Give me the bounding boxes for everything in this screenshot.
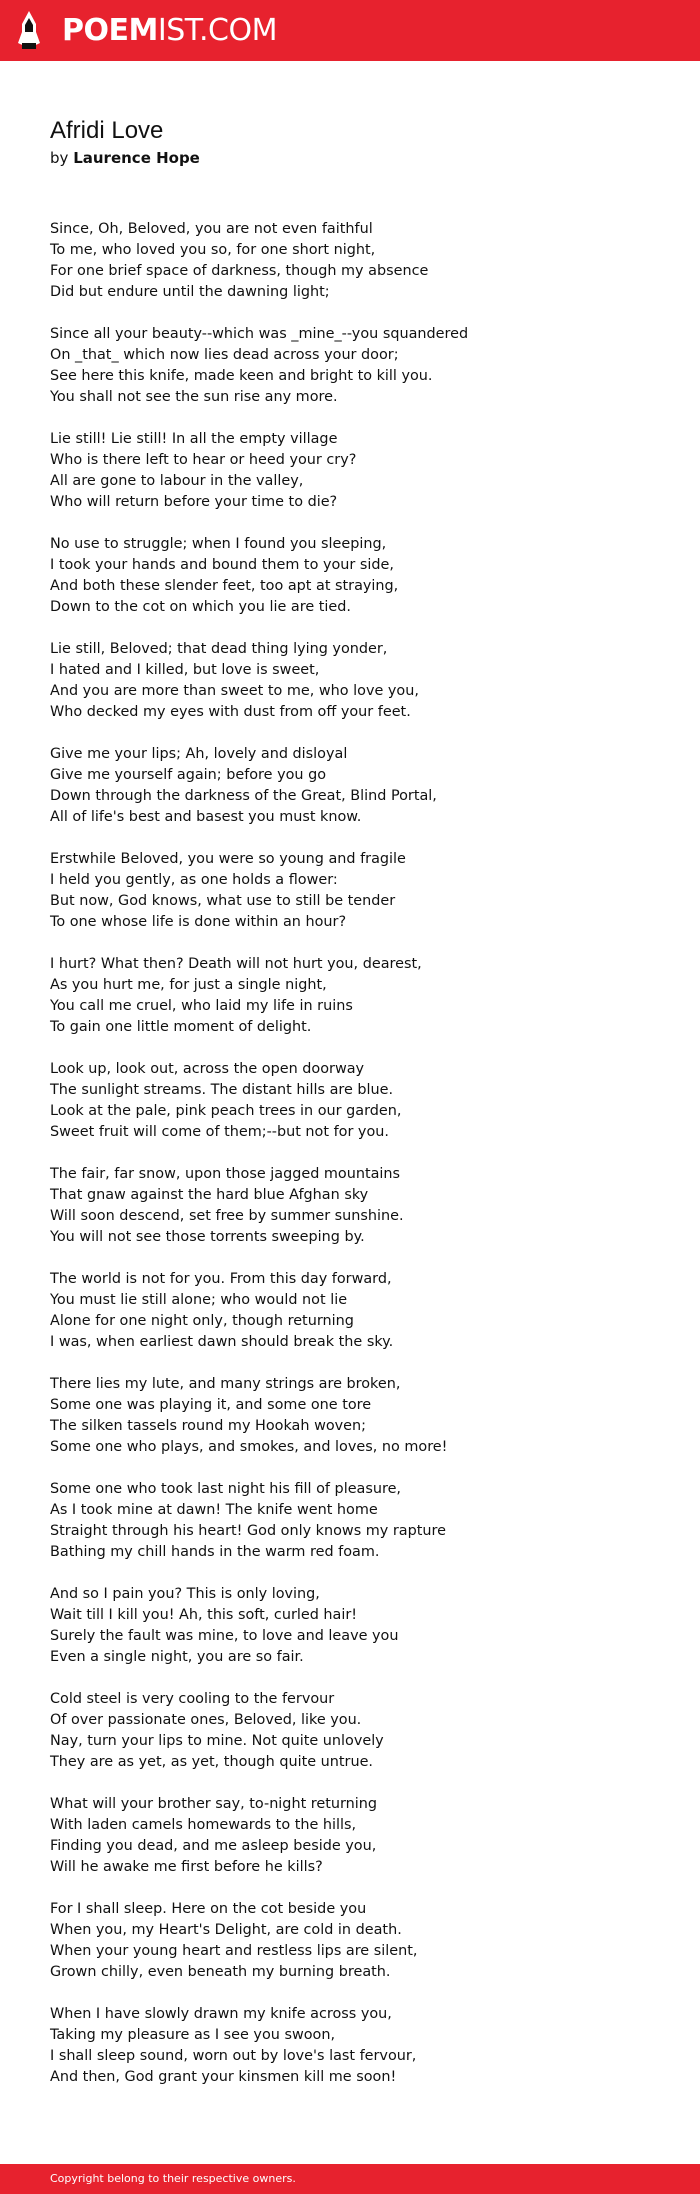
copyright-notice: Copyright belong to their respective owners.	[50, 2172, 296, 2185]
poem-line: You call me cruel, who laid my life in ruins	[50, 998, 353, 1014]
poem-line: That gnaw against the hard blue Afghan sky	[50, 1187, 369, 1203]
stanza	[50, 1899, 670, 1983]
poem-line: And you are more than sweet to me, who love you,	[50, 683, 419, 699]
poem-line: All are gone to labour in the valley,	[50, 473, 304, 489]
stanza	[50, 534, 670, 618]
poem-line: When your young heart and restless lips are silent,	[50, 1943, 418, 1959]
poem-line: Wait till I kill you! Ah, this soft, curled hair!	[50, 1607, 358, 1623]
poem-line: To gain one little moment of delight.	[50, 1019, 312, 1035]
poem-line: Grown chilly, even beneath my burning breath.	[50, 1964, 391, 1980]
poem-line: Since all your beauty--which was _mine_--you squandered	[50, 326, 469, 342]
poem-line: Since, Oh, Beloved, you are not even faithful	[50, 221, 373, 237]
site-logo[interactable]	[62, 11, 277, 51]
poem-line: And then, God grant your kinsmen kill me soon!	[50, 2069, 397, 2085]
poem-line: Did but endure until the dawning light;	[50, 284, 330, 300]
poem-line: The sunlight streams. The distant hills are blue.	[50, 1082, 394, 1098]
poem-line: They are as yet, as yet, though quite untrue.	[50, 1754, 373, 1770]
poem-line: Look up, look out, across the open doorway	[50, 1061, 365, 1077]
poem-line: Taking my pleasure as I see you swoon,	[50, 2027, 336, 2043]
poem-line: You shall not see the sun rise any more.	[50, 389, 338, 405]
poem-line: To me, who loved you so, for one short night,	[50, 242, 376, 258]
stanza	[50, 849, 670, 933]
poem-line: And both these slender feet, too apt at straying,	[50, 578, 399, 594]
poem-line: Who is there left to hear or heed your cry?	[50, 452, 357, 468]
poem-line: Down to the cot on which you lie are tied.	[50, 599, 351, 615]
stanza	[50, 219, 670, 303]
poem-line: What will your brother say, to-night returning	[50, 1796, 378, 1812]
poem-body	[50, 219, 670, 2109]
poem-line: As I took mine at dawn! The knife went home	[50, 1502, 378, 1518]
poem-line: The silken tassels round my Hookah woven;	[50, 1418, 366, 1434]
poem-line: I took your hands and bound them to your side,	[50, 557, 394, 573]
poem-line: I hurt? What then? Death will not hurt you, dearest,	[50, 956, 422, 972]
author-name: Laurence Hope	[73, 149, 200, 167]
logo-text-bold: POEM	[62, 13, 158, 48]
stanza	[50, 1794, 670, 1878]
poem-line: Some one who plays, and smokes, and loves, no more!	[50, 1439, 448, 1455]
poem-line: When I have slowly drawn my knife across you,	[50, 2006, 392, 2022]
poem-line: All of life's best and basest you must know.	[50, 809, 362, 825]
poem-line: Of over passionate ones, Beloved, like you.	[50, 1712, 362, 1728]
stanza	[50, 954, 670, 1038]
poem-line: Down through the darkness of the Great, Blind Portal,	[50, 788, 437, 804]
poem-line: No use to struggle; when I found you sleeping,	[50, 536, 387, 552]
stanza	[50, 1164, 670, 1248]
poem-line: I hated and I killed, but love is sweet,	[50, 662, 320, 678]
poem-line: Give me yourself again; before you go	[50, 767, 327, 783]
stanza	[50, 2004, 670, 2088]
poem-line: The fair, far snow, upon those jagged mountains	[50, 1166, 401, 1182]
poem-line: Erstwhile Beloved, you were so young and fragile	[50, 851, 406, 867]
poem-line: Nay, turn your lips to mine. Not quite unlovely	[50, 1733, 384, 1749]
poem-line: Who will return before your time to die?	[50, 494, 338, 510]
poem-line: Finding you dead, and me asleep beside you,	[50, 1838, 377, 1854]
poem-line: There lies my lute, and many strings are broken,	[50, 1376, 401, 1392]
poem-line: Look at the pale, pink peach trees in our garden,	[50, 1103, 402, 1119]
poem-line: Give me your lips; Ah, lovely and disloyal	[50, 746, 348, 762]
stanza	[50, 1584, 670, 1668]
poem-line: See here this knife, made keen and bright to kill you.	[50, 368, 433, 384]
poem-line: Bathing my chill hands in the warm red foam.	[50, 1544, 380, 1560]
stanza	[50, 1479, 670, 1563]
poem-line: Alone for one night only, though returning	[50, 1313, 354, 1329]
poem-line: Lie still! Lie still! In all the empty village	[50, 431, 338, 447]
poem-line: Some one was playing it, and some one tore	[50, 1397, 372, 1413]
poem-line: The world is not for you. From this day forward,	[50, 1271, 392, 1287]
poem-line: With laden camels homewards to the hills,	[50, 1817, 357, 1833]
poem-line: You must lie still alone; who would not lie	[50, 1292, 348, 1308]
poem-title: Afridi Love	[50, 117, 164, 144]
poem-line: Will soon descend, set free by summer sunshine.	[50, 1208, 404, 1224]
poem-line: On _that_ which now lies dead across your door;	[50, 347, 399, 363]
poem-line: When you, my Heart's Delight, are cold in death.	[50, 1922, 402, 1938]
poem-line: Will he awake me first before he kills?	[50, 1859, 323, 1875]
logo-text-light: IST.COM	[157, 13, 277, 48]
poem-line: But now, God knows, what use to still be tender	[50, 893, 396, 909]
poem-line: As you hurt me, for just a single night,	[50, 977, 327, 993]
site-footer	[0, 2164, 700, 2194]
stanza	[50, 1374, 670, 1458]
poem-line: I held you gently, as one holds a flower:	[50, 872, 338, 888]
poem-line: Even a single night, you are so fair.	[50, 1649, 304, 1665]
pen-nib-icon	[16, 10, 42, 50]
poem-line: I shall sleep sound, worn out by love's last fervour,	[50, 2048, 417, 2064]
poem-line: To one whose life is done within an hour?	[50, 914, 347, 930]
poem-line: And so I pain you? This is only loving,	[50, 1586, 320, 1602]
poem-line: Straight through his heart! God only knows my rapture	[50, 1523, 446, 1539]
poem-line: For I shall sleep. Here on the cot beside you	[50, 1901, 367, 1917]
stanza	[50, 429, 670, 513]
poem-line: For one brief space of darkness, though my absence	[50, 263, 429, 279]
stanza	[50, 1689, 670, 1773]
poem-line: Who decked my eyes with dust from off your feet.	[50, 704, 411, 720]
site-header	[0, 0, 700, 61]
poem-line: Surely the fault was mine, to love and leave you	[50, 1628, 399, 1644]
stanza	[50, 1059, 670, 1143]
poem-line: You will not see those torrents sweeping by.	[50, 1229, 365, 1245]
poem-line: Some one who took last night his fill of pleasure,	[50, 1481, 402, 1497]
poem-line: Sweet fruit will come of them;--but not for you.	[50, 1124, 389, 1140]
poem-line: I was, when earliest dawn should break the sky.	[50, 1334, 394, 1350]
byline	[50, 147, 200, 169]
stanza	[50, 744, 670, 828]
stanza	[50, 324, 670, 408]
by-label: by	[50, 149, 69, 167]
poem-line: Cold steel is very cooling to the fervour	[50, 1691, 335, 1707]
stanza	[50, 639, 670, 723]
poem-line: Lie still, Beloved; that dead thing lying yonder,	[50, 641, 388, 657]
stanza	[50, 1269, 670, 1353]
